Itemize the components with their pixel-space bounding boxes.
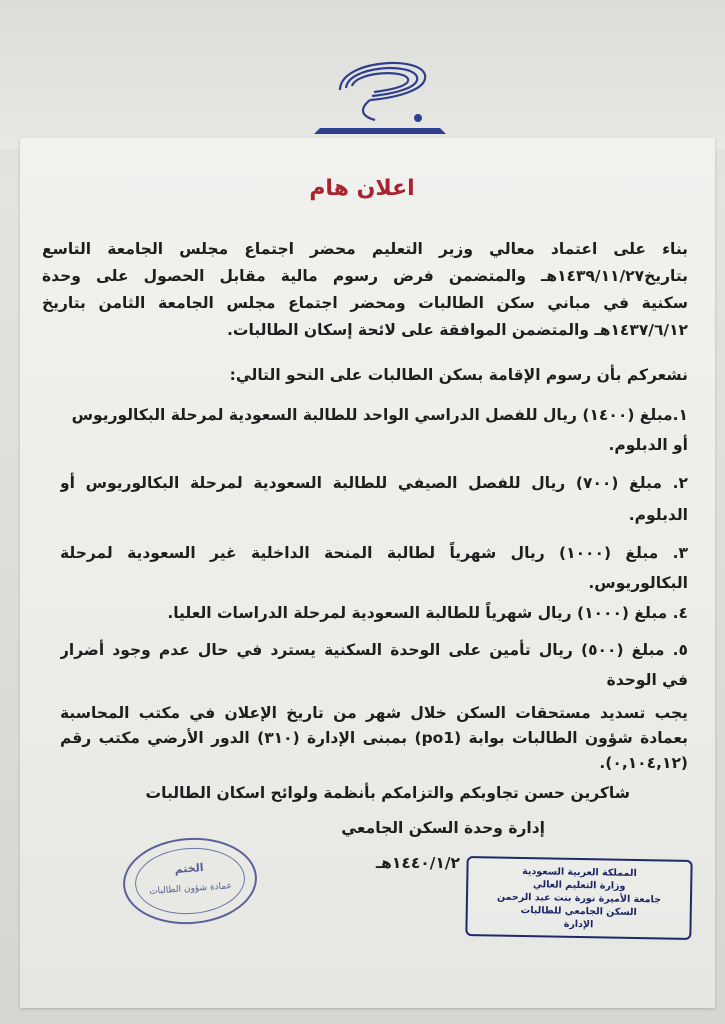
fee-item-2-line-1: ٢. مبلغ (٧٠٠) ريال للفصل الصيفي للطالبة السعودية لمرحلة البكالوريوس أو — [60, 474, 688, 492]
fee-item-5-line-2: في الوحدة — [606, 671, 688, 689]
fee-item-1-line-2: أو الدبلوم. — [608, 436, 688, 454]
intro-line-1: بناء على اعتماد معالي وزير التعليم محضر اجتماع مجلس الجامعة التاسع — [42, 240, 688, 258]
payment-line-2: بعمادة شؤون الطالبات بوابة (po1) بمبنى الإدارة (٣١٠) الدور الأرضي مكتب رقم — [60, 729, 688, 747]
fee-item-5-line-1: ٥. مبلغ (٥٠٠) ريال تأمين على الوحدة السكنية يسترد في حال عدم وجود أضرار — [60, 641, 688, 659]
official-stamp-line-4: السكن الجامعي للطالبات — [520, 904, 637, 919]
fee-item-4: ٤. مبلغ (١٠٠٠) ريال شهرياً للطالبة السعودية لمرحلة الدراسات العليا. — [167, 604, 688, 622]
official-stamp-line-5: الإدارة — [563, 918, 594, 931]
closing-thanks: شاكرين حسن تجاوبكم والتزامكم بأنظمة ولوائح اسكان الطالبات — [145, 784, 630, 802]
fee-item-3-line-1: ٣. مبلغ (١٠٠٠) ريال شهرياً لطالبة المنحة الداخلية غير السعودية لمرحلة — [60, 544, 688, 562]
intro-line-4: ١٤٣٧/٦/١٢هـ والمتضمن الموافقة على لائحة إسكان الطالبات. — [227, 321, 688, 339]
intro-line-2: بتاريخ١٤٣٩/١١/٢٧هـ والمتضمن فرض رسوم مالية مقابل الحصول على وحدة — [42, 267, 688, 285]
payment-line-3: (٠,١٠٤,١٢). — [599, 754, 688, 772]
fee-item-2-line-2: الدبلوم. — [628, 506, 688, 524]
official-stamp-line-1: المملكة العربية السعودية — [522, 866, 637, 880]
official-stamp-line-3: جامعة الأميرة نورة بنت عبد الرحمن — [496, 891, 662, 906]
intro-line-3: سكنية في مباني سكن الطالبات ومحضر اجتماع مجلس الجامعة الثامن بتاريخ — [42, 294, 688, 312]
university-logo — [300, 50, 460, 150]
round-stamp-text: عمادة شؤون الطالبات — [148, 881, 233, 897]
fee-item-3-line-2: البكالوريوس. — [588, 574, 688, 592]
fees-intro: نشعركم بأن رسوم الإقامة بسكن الطالبات على النحو التالي: — [229, 366, 688, 384]
round-stamp-title: الختم — [174, 861, 205, 877]
issue-date: ١٤٤٠/١/٢هـ — [375, 854, 460, 872]
official-stamp — [465, 856, 692, 940]
fee-item-1-line-1: ١.مبلغ (١٤٠٠) ريال للفصل الدراسي الواحد للطالبة السعودية لمرحلة البكالوريوس — [71, 406, 688, 424]
official-stamp-line-2: وزارة التعليم العالي — [532, 879, 626, 892]
signature-line: إدارة وحدة السكن الجامعي — [341, 819, 545, 837]
payment-line-1: يجب تسديد مستحقات السكن خلال شهر من تاريخ الإعلان في مكتب المحاسبة — [60, 704, 688, 722]
notice-title: اعلان هام — [309, 176, 415, 201]
